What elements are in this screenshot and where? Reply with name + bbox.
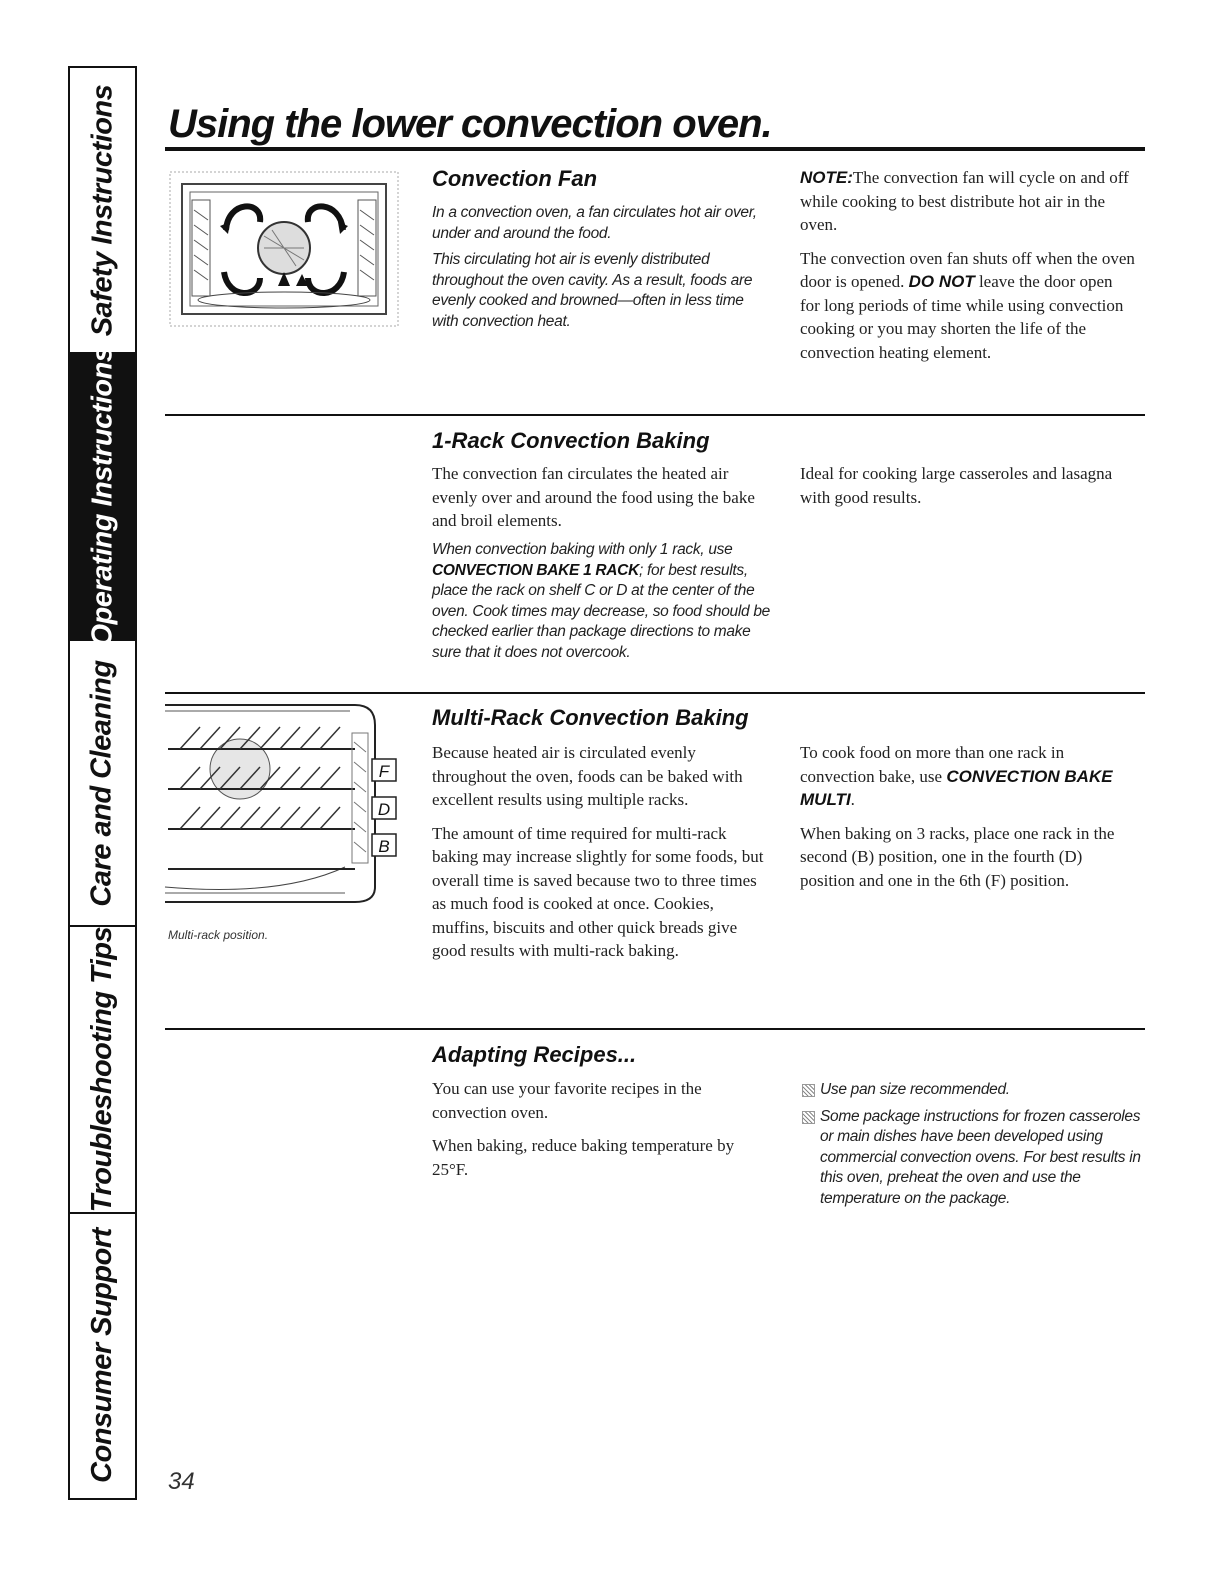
list-item	[800, 1080, 1150, 1101]
paragraph: When baking on 3 racks, place one rack in the second (B) position, one in the fourth (D) position and one in the 6th (F) position.	[800, 823, 1115, 890]
tab-label: Consumer Support	[86, 1228, 118, 1484]
paragraph: In a convection oven, a fan circulates hot air over, under and around the food.	[432, 204, 757, 242]
convection-fan-illustration	[168, 170, 400, 330]
paragraph-part: When convection baking with only 1 rack, use	[432, 541, 733, 558]
one-rack-instructions	[432, 540, 777, 669]
section-divider	[165, 414, 1145, 416]
multi-rack-heading: Multi-Rack Convection Baking	[432, 705, 749, 730]
adapting-recipes-tips	[800, 1080, 1150, 1215]
paragraph: The amount of time required for multi-rack baking may increase slightly for some foods, but overall time is saved because two to three times as much food is cooked at once. Cookies, muffins, biscuits and other quick breads give good results with multi-rack baking.	[432, 823, 764, 960]
list-item-text: Some package instructions for frozen casseroles or main dishes have been developed using commercial convection ovens. For best results in this oven, preheat the oven and use the temperature on the package.	[820, 1107, 1141, 1207]
bullet-icon	[802, 1084, 815, 1097]
one-rack-body	[432, 462, 777, 543]
tab-safety-instructions[interactable]	[70, 68, 135, 354]
convection-fan-description	[432, 203, 772, 338]
rack-label-d: D	[377, 800, 391, 819]
adapting-recipes-heading: Adapting Recipes...	[432, 1042, 637, 1067]
tab-operating-instructions[interactable]	[70, 346, 135, 647]
paragraph: The convection fan circulates the heated air evenly over and around the food using the bake and broil elements.	[432, 464, 755, 530]
paragraph: Because heated air is circulated evenly throughout the oven, foods can be baked with excellent results using multiple racks.	[432, 743, 743, 809]
adapting-recipes-body	[432, 1077, 772, 1191]
convection-fan-note	[800, 166, 1135, 374]
tab-label: Troubleshooting Tips	[86, 926, 118, 1213]
multi-rack-body	[432, 741, 772, 973]
one-rack-note	[800, 462, 1135, 519]
do-not-warning: DO NOT	[908, 272, 975, 291]
section-tabs	[68, 66, 137, 1500]
title-divider	[165, 147, 1145, 151]
note-text: The convection fan will cycle on and off while cooking to best distribute hot air in the oven.	[800, 168, 1129, 234]
paragraph: This circulating hot air is evenly distributed throughout the oven cavity. As a result, foods are evenly cooked and browned—often in less time with convection heat.	[432, 251, 753, 330]
one-rack-heading: 1-Rack Convection Baking	[432, 428, 710, 453]
tab-consumer-support[interactable]	[70, 1214, 135, 1498]
multi-rack-instructions	[800, 741, 1140, 902]
tab-troubleshooting-tips[interactable]	[70, 927, 135, 1213]
paragraph-part: ; for best results, place the rack on shelf C or D at the center of the oven. Cook times may decrease, so food should be checked earlier than package directions to make sure that it does not overcook.	[432, 561, 770, 661]
section-divider	[165, 692, 1145, 694]
page-number: 34	[168, 1468, 195, 1495]
convection-fan-heading: Convection Fan	[432, 166, 598, 191]
tab-label: Safety Instructions	[86, 84, 118, 336]
bullet-icon	[802, 1111, 815, 1124]
tab-care-and-cleaning[interactable]	[70, 641, 135, 927]
paragraph: You can use your favorite recipes in the convection oven.	[432, 1079, 702, 1122]
paragraph: When baking, reduce baking temperature by 25°F.	[432, 1136, 735, 1179]
section-divider	[165, 1028, 1145, 1030]
note-label: NOTE:	[800, 168, 853, 187]
rack-label-b: B	[378, 837, 390, 856]
paragraph-part: leave the door open for long periods of time while using convection cooking or you may shorten the life of the convection heating element.	[800, 272, 1124, 362]
paragraph-part: The convection oven fan shuts off when the oven door is opened.	[800, 248, 1135, 291]
tab-label: Operating Instructions	[86, 346, 119, 647]
paragraph: Ideal for cooking large casseroles and lasagna with good results.	[800, 464, 1113, 507]
paragraph-part: .	[850, 790, 855, 809]
tab-label: Care and Cleaning	[86, 659, 118, 907]
multi-rack-caption: Multi-rack position.	[168, 928, 269, 942]
multi-rack-illustration	[160, 697, 410, 919]
list-item-text: Use pan size recommended.	[820, 1081, 1010, 1098]
rack-label-f: F	[378, 762, 390, 781]
mode-name: CONVECTION BAKE 1 RACK	[432, 561, 639, 579]
mode-name: CONVECTION BAKE MULTI	[800, 766, 1113, 809]
paragraph-part: To cook food on more than one rack in convection bake, use	[800, 743, 1065, 786]
page-title: Using the lower convection oven.	[168, 102, 772, 146]
list-item	[800, 1107, 1150, 1210]
